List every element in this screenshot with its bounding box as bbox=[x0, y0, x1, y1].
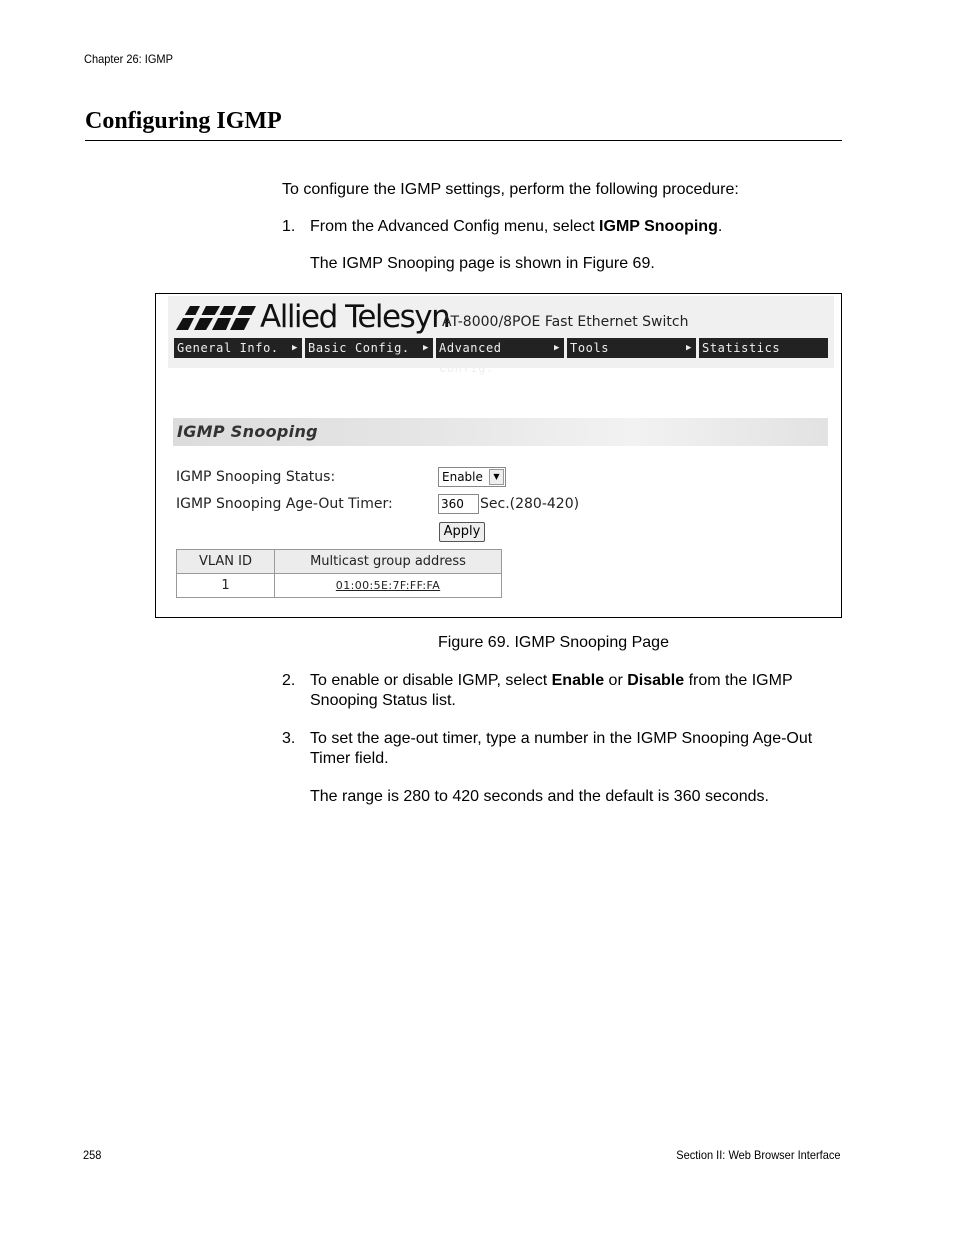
step-text-end: . bbox=[717, 218, 723, 235]
timer-input[interactable]: 360 bbox=[438, 494, 479, 514]
step-1-note: The IGMP Snooping page is shown in Figure 69. bbox=[310, 255, 655, 272]
section-header bbox=[173, 418, 828, 446]
allied-telesyn-logo-icon bbox=[176, 304, 256, 330]
step-bold: IGMP Snooping bbox=[599, 218, 718, 235]
apply-button[interactable]: Apply bbox=[439, 522, 485, 542]
figure-screenshot bbox=[155, 293, 842, 618]
step-3-note: The range is 280 to 420 seconds and the default is 360 seconds. bbox=[310, 788, 769, 805]
step-number: 1. bbox=[282, 218, 296, 235]
step-2 bbox=[282, 671, 842, 711]
step-text: To enable or disable IGMP, select bbox=[310, 672, 552, 689]
triangle-right-icon: ▶ bbox=[685, 343, 692, 353]
menu-label: Tools bbox=[570, 341, 610, 355]
running-header: Chapter 26: IGMP bbox=[84, 52, 173, 66]
step-text-mid: or bbox=[604, 672, 628, 689]
title-rule bbox=[85, 140, 842, 141]
app-banner bbox=[168, 296, 834, 375]
status-select[interactable] bbox=[438, 467, 506, 487]
table-row bbox=[177, 574, 502, 598]
table-header-row bbox=[177, 550, 502, 574]
menu-label: General Info. bbox=[177, 341, 279, 355]
menu-label: Advanced Config. bbox=[439, 341, 502, 375]
triangle-right-icon: ▶ bbox=[422, 343, 429, 353]
chevron-down-icon: ▼ bbox=[489, 469, 504, 485]
page-title: Configuring IGMP bbox=[85, 108, 282, 134]
menu-statistics[interactable] bbox=[699, 338, 828, 358]
menu-tools[interactable] bbox=[567, 338, 696, 358]
column-header: VLAN ID bbox=[177, 550, 275, 574]
step-1 bbox=[282, 217, 842, 237]
triangle-right-icon: ▶ bbox=[553, 343, 560, 353]
intro-paragraph: To configure the IGMP settings, perform the following procedure: bbox=[282, 181, 739, 198]
brand-logo bbox=[176, 300, 449, 334]
multicast-table bbox=[176, 549, 502, 598]
menu-general-info[interactable] bbox=[174, 338, 302, 358]
menu-label: Basic Config. bbox=[308, 341, 410, 355]
status-label: IGMP Snooping Status: bbox=[176, 469, 336, 485]
step-text-end: from the IGMP Snooping Status list. bbox=[310, 672, 793, 709]
status-value: Enable bbox=[442, 470, 483, 484]
menu-label: Statistics bbox=[702, 341, 781, 355]
section-title: IGMP Snooping bbox=[177, 422, 318, 441]
main-menu bbox=[174, 338, 828, 375]
step-text: From the Advanced Config menu, select bbox=[310, 218, 600, 235]
step-number: 3. bbox=[282, 730, 296, 747]
step-text: To set the age-out timer, type a number in the IGMP Snooping Age-Out Timer field. bbox=[310, 730, 813, 767]
footer-section: Section II: Web Browser Interface bbox=[676, 1148, 841, 1162]
menu-basic-config[interactable] bbox=[305, 338, 433, 358]
timer-label: IGMP Snooping Age-Out Timer: bbox=[176, 496, 393, 512]
multicast-address-link[interactable]: 01:00:5E:7F:FF:FA bbox=[275, 574, 502, 598]
step-bold-enable: Enable bbox=[551, 672, 605, 689]
page-number: 258 bbox=[83, 1148, 102, 1162]
brand-name: Allied Telesyn bbox=[260, 299, 450, 335]
timer-units: Sec.(280-420) bbox=[480, 496, 580, 512]
step-number: 2. bbox=[282, 672, 296, 689]
vlan-id-cell: 1 bbox=[177, 574, 275, 598]
step-bold-disable: Disable bbox=[627, 672, 685, 689]
step-3 bbox=[282, 729, 842, 769]
switch-model: AT-8000/8POE Fast Ethernet Switch bbox=[442, 314, 689, 330]
figure-caption: Figure 69. IGMP Snooping Page bbox=[438, 634, 669, 651]
triangle-right-icon: ▶ bbox=[291, 343, 298, 353]
menu-advanced-config[interactable] bbox=[436, 338, 564, 375]
column-header: Multicast group address bbox=[275, 550, 502, 574]
